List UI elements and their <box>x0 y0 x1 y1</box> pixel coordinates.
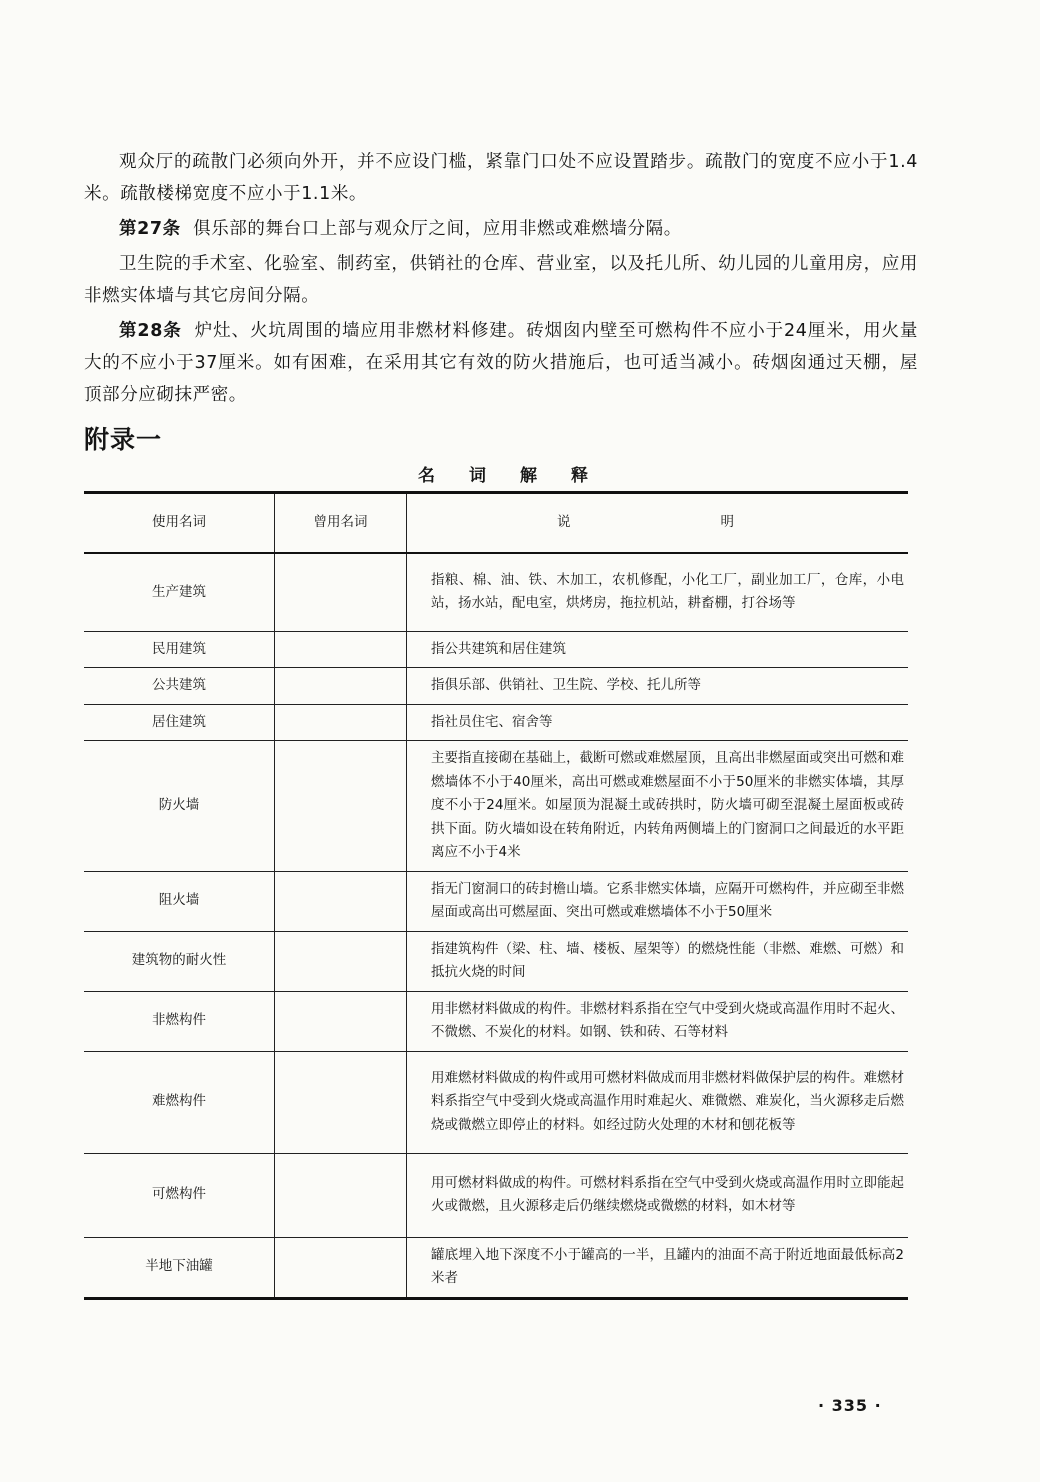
row-description: 罐底埋入地下深度不小于罐高的一半，且罐内的油面不高于附近地面最低标高2米者 <box>431 1246 904 1286</box>
row-description: 主要指直接砌在基础上，截断可燃或难燃屋顶，且高出非燃屋面或突出可燃和难燃墙体不小于40厘米，高出可燃或难燃屋面不小于50厘米的非燃实体墙，其厚度不小于24厘米。如屋顶为混凝土或砖拱时，防火墙可砌至混凝土屋面板或砖拱下面。防火墙如设在转角附近，内转角两侧墙上的门窗洞口之间最近的水平距离应不小于4米 <box>431 750 904 860</box>
article-28-label: 第28条 <box>119 321 182 341</box>
table-row <box>84 991 908 1051</box>
row-old-term <box>275 991 407 1051</box>
row-term: 公共建筑 <box>84 668 275 705</box>
row-description: 用难燃材料做成的构件或用可燃材料做成而用非燃材料做保护层的构件。难燃材料系指空气中受到火烧或高温作用时难起火、难微燃、难炭化，当火源移走后燃烧或微燃立即停止的材料。如经过防火处理的木材和刨花板等 <box>431 1069 904 1133</box>
paragraph-evacuation: 观众厅的疏散门必须向外开，并不应设门槛，紧靠门口处不应设置踏步。疏散门的宽度不应小于1.4米。疏散楼梯宽度不应小于1.1米。 <box>84 152 918 204</box>
table-row <box>84 1153 908 1237</box>
header-description: 说明 <box>557 514 884 531</box>
row-old-term <box>275 1153 407 1237</box>
row-old-term <box>275 553 407 631</box>
glossary-title: 名词解释 <box>418 466 622 486</box>
row-old-term <box>275 1051 407 1153</box>
table-row <box>84 668 908 705</box>
row-old-term <box>275 741 407 872</box>
row-old-term <box>275 704 407 741</box>
row-description: 指俱乐部、供销社、卫生院、学校、托儿所等 <box>431 677 701 693</box>
row-term: 民用建筑 <box>84 631 275 668</box>
row-term: 防火墙 <box>84 741 275 872</box>
article-27-label: 第27条 <box>119 219 181 239</box>
row-description: 指公共建筑和居住建筑 <box>431 640 566 657</box>
row-description: 用可燃材料做成的构件。可燃材料系指在空气中受到火烧或高温作用时立即能起火或微燃，且火源移走后仍继续燃烧或微燃的材料，如木材等 <box>431 1174 904 1214</box>
row-description: 指粮、棉、油、铁、木加工，农机修配，小化工厂，副业加工厂，仓库，小电站，扬水站，配电室，烘烤房，拖拉机站，耕畜棚，打谷场等 <box>431 571 904 612</box>
row-description: 用非燃材料做成的构件。非燃材料系指在空气中受到火烧或高温作用时不起火、不微燃、不炭化的材料。如钢、铁和砖、石等材料 <box>431 1000 904 1040</box>
regulation-text <box>84 146 918 414</box>
table-row <box>84 871 908 931</box>
row-term: 半地下油罐 <box>84 1237 275 1298</box>
table-row <box>84 741 908 872</box>
table-row <box>84 553 908 631</box>
row-term: 居住建筑 <box>84 704 275 741</box>
paragraph-article-27 <box>84 213 918 245</box>
table-row <box>84 631 908 668</box>
header-old-term: 曾用名词 <box>275 493 407 554</box>
row-old-term <box>275 631 407 668</box>
row-term: 建筑物的耐火性 <box>84 931 275 991</box>
row-old-term <box>275 668 407 705</box>
row-description: 指无门窗洞口的砖封檐山墙。它系非燃实体墙，应隔开可燃构件，并应砌至非燃屋面或高出可燃屋面、突出可燃或难燃墙体不小于50厘米 <box>431 880 904 920</box>
table-header-row <box>84 493 908 554</box>
row-old-term <box>275 1237 407 1298</box>
row-old-term <box>275 931 407 991</box>
paragraph-partition: 卫生院的手术室、化验室、制药室，供销社的仓库、营业室，以及托儿所、幼儿园的儿童用房，应用非燃实体墙与其它房间分隔。 <box>84 254 918 306</box>
header-term: 使用名词 <box>84 493 275 554</box>
table-row <box>84 1051 908 1153</box>
article-27-text: 俱乐部的舞台口上部与观众厅之间，应用非燃或难燃墙分隔。 <box>193 219 682 239</box>
row-term: 难燃构件 <box>84 1051 275 1153</box>
page-number: · 335 · <box>818 1396 882 1415</box>
row-description: 指建筑构件（梁、柱、墙、楼板、屋架等）的燃烧性能（非燃、难燃、可燃）和抵抗火烧的时间 <box>431 940 904 980</box>
row-term: 生产建筑 <box>84 553 275 631</box>
row-term: 可燃构件 <box>84 1153 275 1237</box>
article-28-text: 炉灶、火坑周围的墙应用非燃材料修建。砖烟囱内壁至可燃构件不应小于24厘米，用火量大的不应小于37厘米。如有困难，在采用其它有效的防火措施后，也可适当减小。砖烟囱通过天棚，屋顶部分应砌抹严密。 <box>84 321 919 405</box>
appendix-title: 附录一 <box>84 425 163 454</box>
glossary-table <box>84 491 908 1300</box>
table-row <box>84 1237 908 1298</box>
row-term: 非燃构件 <box>84 991 275 1051</box>
table-row <box>84 704 908 741</box>
row-term: 阻火墙 <box>84 871 275 931</box>
table-row <box>84 931 908 991</box>
row-description: 指社员住宅、宿舍等 <box>431 713 553 730</box>
row-old-term <box>275 871 407 931</box>
paragraph-article-28 <box>84 315 918 411</box>
